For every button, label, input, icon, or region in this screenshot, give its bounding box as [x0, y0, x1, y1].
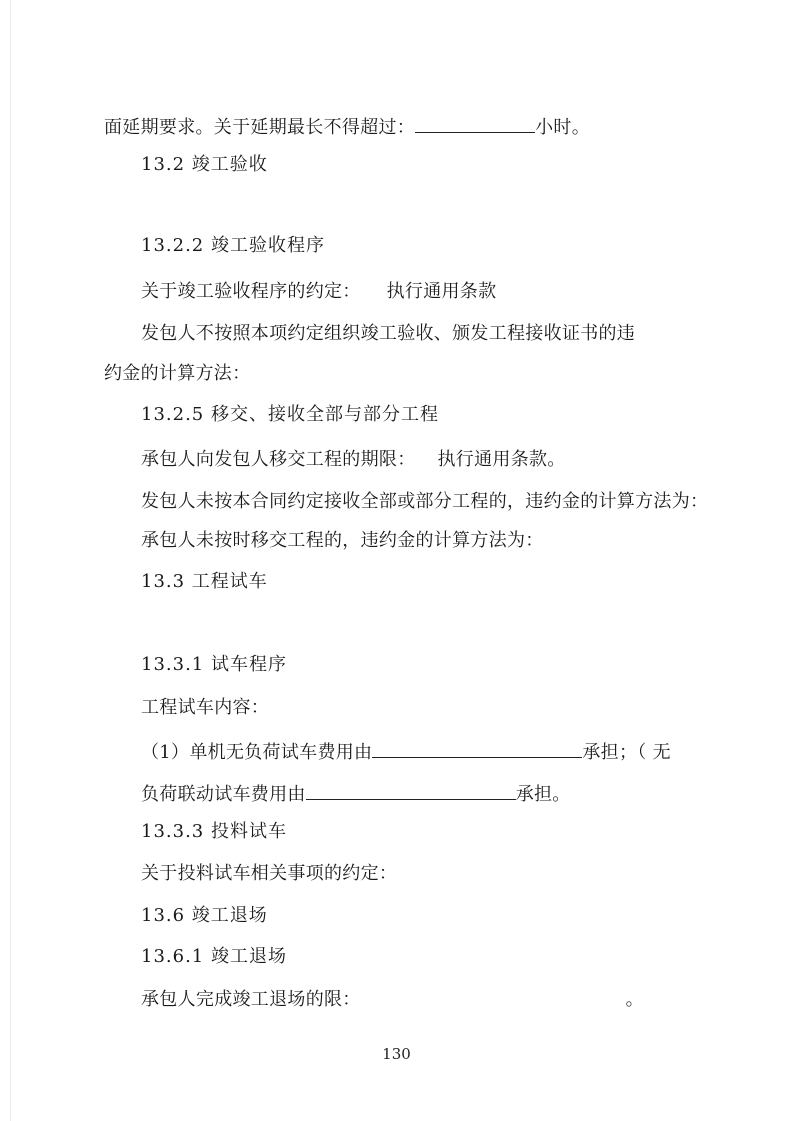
section-13-3-3-heading: 13.3.3 投料试车	[141, 821, 287, 842]
section-13-2-2-heading: 13.2.2 竣工验收程序	[141, 235, 325, 256]
exit-limit-text: 承包人完成竣工退场的限：	[141, 989, 361, 1010]
exit-limit-line	[141, 988, 644, 1012]
linked-test-cost-blank[interactable]	[306, 781, 516, 800]
section-13-6-1-heading: 13.6.1 竣工退场	[141, 946, 287, 967]
linked-test-text: 负荷联动试车费用由	[141, 784, 306, 805]
single-machine-test-line	[141, 739, 671, 765]
employer-breach-line-1: 发包人不按照本项约定组织竣工验收、颁发工程接收证书的违	[141, 323, 636, 344]
handover-period-line	[141, 448, 566, 472]
section-13-6-heading: 13.6 竣工退场	[141, 905, 268, 926]
single-machine-cost-blank[interactable]	[372, 739, 582, 758]
contractor-not-handover-line: 承包人未按时移交工程的，违约金的计算方法为：	[141, 530, 544, 551]
section-13-2-5-heading: 13.2.5 移交、接收全部与部分工程	[141, 404, 439, 425]
extension-limit-text: 面延期要求。关于延期最长不得超过：	[104, 117, 416, 138]
exit-limit-end: 。	[625, 989, 644, 1010]
acceptance-procedure-value: 执行通用条款	[386, 281, 497, 302]
single-machine-test-suffix: 承担；（ 无	[582, 742, 671, 763]
page-edge	[10, 0, 11, 1121]
feed-test-line: 关于投料试车相关事项的约定：	[141, 863, 398, 884]
handover-period-label: 承包人向发包人移交工程的期限：	[141, 449, 416, 470]
section-13-2-heading: 13.2 竣工验收	[141, 154, 268, 175]
linked-test-line	[141, 781, 571, 807]
page-number: 130	[382, 1045, 411, 1063]
extension-limit-line	[104, 114, 590, 140]
section-13-3-1-heading: 13.3.1 试车程序	[141, 654, 287, 675]
employer-not-accept-line: 发包人未按本合同约定接收全部或部分工程的，违约金的计算方法为：	[141, 491, 709, 512]
linked-test-suffix: 承担。	[515, 784, 571, 805]
single-machine-test-text: （1）单机无负荷试车费用由	[141, 742, 373, 763]
acceptance-procedure-line	[141, 280, 496, 304]
handover-period-value: 执行通用条款。	[437, 449, 566, 470]
acceptance-procedure-label: 关于竣工验收程序的约定：	[141, 281, 361, 302]
hours-blank[interactable]	[415, 114, 535, 133]
hours-suffix: 小时。	[535, 117, 591, 138]
employer-breach-line-2: 约金的计算方法：	[104, 363, 251, 384]
test-content-line: 工程试车内容：	[141, 697, 270, 718]
section-13-3-heading: 13.3 工程试车	[141, 571, 268, 592]
